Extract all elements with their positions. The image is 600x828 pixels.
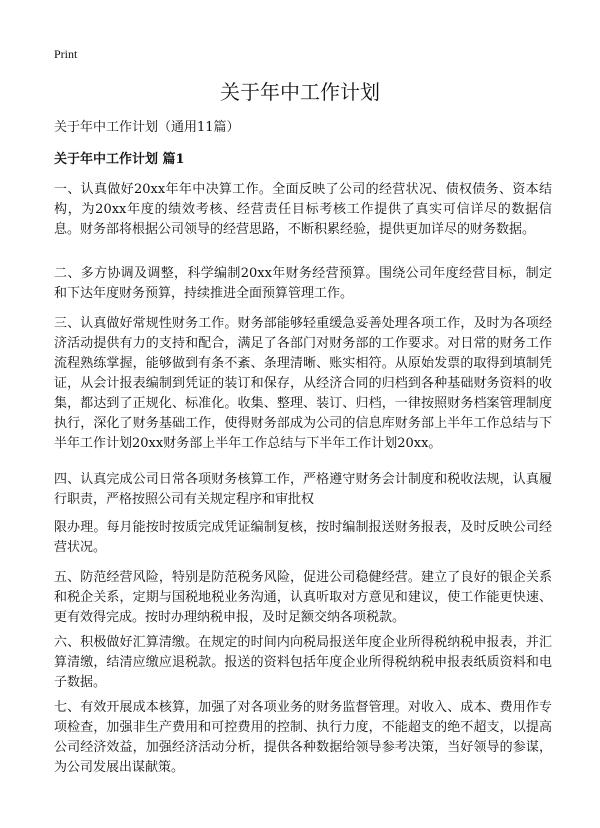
paragraph-8: 七、有效开展成本核算，加强了对各项业务的财务监督管理。对收入、成本、费用作专项检查，加强非生产费用和可控费用的控制、执行力度，不能超支的绝不超支，以提高公司经济效益，加强经济活动分析，提供各种数据给领导参考决策，当好领导的参谋，为公司发展出谋献策。: [54, 700, 552, 775]
paragraph-4: 四、认真完成公司日常各项财务核算工作，严格遵守财务会计制度和税收法规，认真履行职责，严格按照公司有关规定程序和审批权: [54, 472, 552, 507]
document-subtitle: 关于年中工作计划（通用11篇）: [54, 120, 240, 135]
paragraph-1: 一、认真做好20xx年年中决算工作。全面反映了公司的经营状况、债权债务、资本结构，为20xx年度的绩效考核、经营责任目标考核工作提供了真实可信详尽的数据信息。财务部将根据公司领导的经营思路，不断积累经验，提供更加详尽的财务数据。: [54, 182, 552, 237]
section-heading: 关于年中工作计划 篇1: [54, 152, 185, 167]
paragraph-5: 限办理。每月能按时按质完成凭证编制复核，按时编制报送财务报表，及时反映公司经营状况。: [54, 520, 552, 555]
paragraph-6: 五、防范经营风险，特别是防范税务风险，促进公司稳健经营。建立了良好的银企关系和税企关系，定期与国税地税业务沟通，认真听取对方意见和建议，使工作能更快速、更有效得完成。按时办理纳税申报，及时足额交纳各项税款。: [54, 570, 552, 625]
page-title: 关于年中工作计划: [220, 80, 380, 104]
print-label: Print: [54, 47, 78, 61]
paragraph-3: 三、认真做好常规性财务工作。财务部能够轻重缓急妥善处理各项工作，及时为各项经济活动提供有力的支持和配合，满足了各部门对财务部的工作要求。对日常的财务工作流程熟练掌握，能够做到有条不紊、条理清晰、账实相符。从原始发票的取得到填制凭证，从会计报表编制到凭证的装订和保存，从经济合同的归档到各种基础财务资料的收集，都达到了正规化、标准化。收集、整理、装订、归档，一律按照财务档案管理制度执行，深化了财务基础工作，使得财务部成为公司的信息库财务部上半年工作总结与下半年工作计划20xx财务部上半年工作总结与下半年工作计划20xx。: [54, 316, 552, 451]
paragraph-7: 六、积极做好汇算清缴。在规定的时间内向税局报送年度企业所得税纳税申报表，并汇算清缴，结清应缴应退税款。报送的资料包括年度企业所得税纳税申报表纸质资料和电子数据。: [54, 635, 552, 690]
paragraph-2: 二、多方协调及调整，科学编制20xx年财务经营预算。围绕公司年度经营目标，制定和下达年度财务预算，持续推进全面预算管理工作。: [54, 266, 552, 301]
